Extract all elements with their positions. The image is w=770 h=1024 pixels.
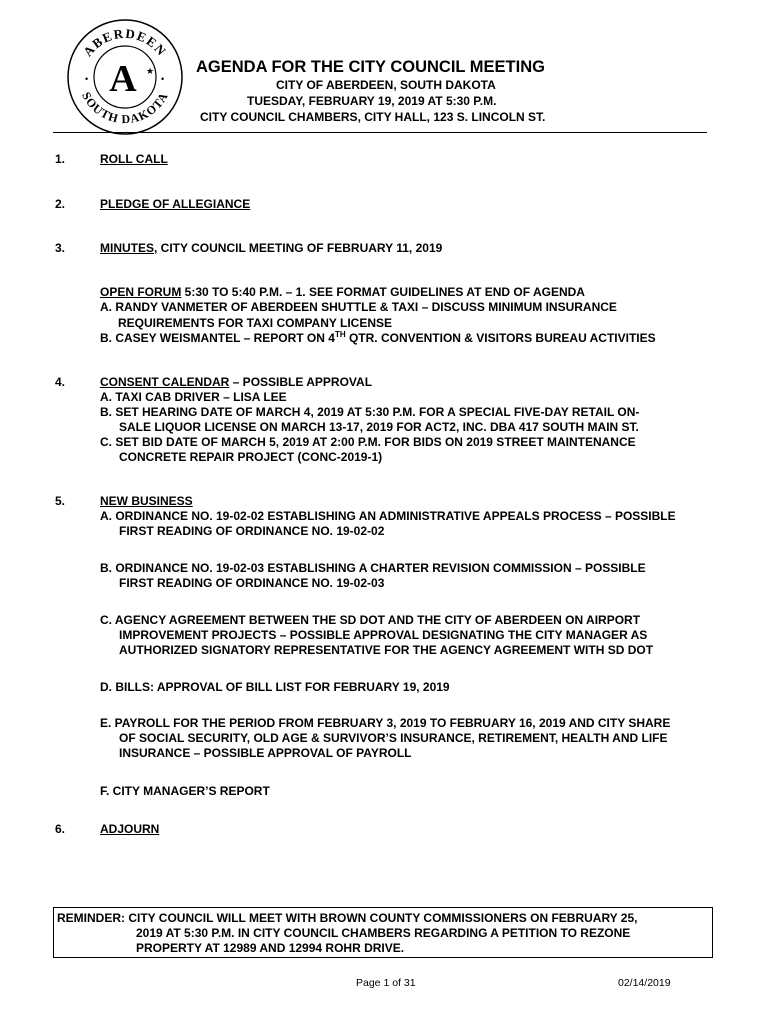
minutes-detail: , CITY COUNCIL MEETING OF FEBRUARY 11, 2019 (154, 241, 443, 255)
svg-text:•: • (85, 74, 89, 84)
item-number: 2. (55, 197, 66, 211)
reminder-line: REMINDER: CITY COUNCIL WILL MEET WITH BROWN COUNTY COMMISSIONERS ON FEBRUARY 25, (57, 911, 638, 925)
document-date: 02/14/2019 (618, 977, 671, 989)
reminder-line: PROPERTY AT 12989 AND 12994 ROHR DRIVE. (136, 941, 405, 955)
minutes-heading: MINUTES (100, 241, 154, 255)
item-number: 5. (55, 494, 66, 508)
consent-c-cont: CONCRETE REPAIR PROJECT (CONC-2019-1) (119, 450, 383, 464)
open-forum-line (100, 285, 585, 300)
new-business-c: C. AGENCY AGREEMENT BETWEEN THE SD DOT AND THE CITY OF ABERDEEN ON AIRPORT (100, 613, 641, 627)
item-number: 1. (55, 152, 66, 166)
svg-text:SOUTH DAKOTA: SOUTH DAKOTA (79, 89, 171, 127)
item-new-business: NEW BUSINESS (100, 494, 193, 508)
svg-text:ABERDEEN: ABERDEEN (80, 25, 170, 60)
new-business-f: F. CITY MANAGER’S REPORT (100, 784, 270, 798)
new-business-b: B. ORDINANCE NO. 19-02-03 ESTABLISHING A CHARTER REVISION COMMISSION – POSSIBLE (100, 561, 646, 575)
new-business-a-cont: FIRST READING OF ORDINANCE NO. 19-02-02 (119, 524, 385, 538)
new-business-e-cont: INSURANCE – POSSIBLE APPROVAL OF PAYROLL (119, 746, 412, 760)
item-number: 3. (55, 241, 66, 255)
header-location: CITY COUNCIL CHAMBERS, CITY HALL, 123 S. LINCOLN ST. (200, 110, 546, 124)
header-city: CITY OF ABERDEEN, SOUTH DAKOTA (276, 78, 496, 92)
open-forum-b (100, 331, 656, 346)
item-roll-call: ROLL CALL (100, 152, 168, 166)
header-date: TUESDAY, FEBRUARY 19, 2019 AT 5:30 P.M. (247, 94, 497, 108)
consent-heading: CONSENT CALENDAR (100, 375, 230, 389)
svg-text:★: ★ (146, 66, 155, 76)
svg-text:•: • (161, 74, 165, 84)
new-business-e-cont: OF SOCIAL SECURITY, OLD AGE & SURVIVOR’S INSURANCE, RETIREMENT, HEALTH AND LIFE (119, 731, 668, 745)
svg-text:A: A (109, 58, 137, 100)
reminder-box (53, 907, 713, 958)
new-business-d: D. BILLS: APPROVAL OF BILL LIST FOR FEBRUARY 19, 2019 (100, 680, 450, 694)
item-number: 6. (55, 822, 66, 836)
new-business-b-cont: FIRST READING OF ORDINANCE NO. 19-02-03 (119, 576, 385, 590)
item-pledge: PLEDGE OF ALLEGIANCE (100, 197, 251, 211)
new-business-c-cont: AUTHORIZED SIGNATORY REPRESENTATIVE FOR THE AGENCY AGREEMENT WITH SD DOT (119, 643, 654, 657)
new-business-e: E. PAYROLL FOR THE PERIOD FROM FEBRUARY 3, 2019 TO FEBRUARY 16, 2019 AND CITY SHARE (100, 716, 671, 730)
consent-c: C. SET BID DATE OF MARCH 5, 2019 AT 2:00 P.M. FOR BIDS ON 2019 STREET MAINTENANCE (100, 435, 636, 449)
item-number: 4. (55, 375, 66, 389)
open-forum-detail: 5:30 TO 5:40 P.M. – 1. SEE FORMAT GUIDELINES AT END OF AGENDA (181, 285, 585, 299)
open-forum-b-post: QTR. CONVENTION & VISITORS BUREAU ACTIVITIES (345, 331, 656, 345)
open-forum-a-cont: REQUIREMENTS FOR TAXI COMPANY LICENSE (118, 316, 393, 330)
header-divider (53, 132, 707, 133)
open-forum-b-sup: TH (334, 330, 346, 339)
reminder-line: 2019 AT 5:30 P.M. IN CITY COUNCIL CHAMBERS REGARDING A PETITION TO REZONE (136, 926, 631, 940)
item-adjourn: ADJOURN (100, 822, 160, 836)
consent-detail: – POSSIBLE APPROVAL (229, 375, 373, 389)
open-forum-heading: OPEN FORUM (100, 285, 182, 299)
agenda-title: AGENDA FOR THE CITY COUNCIL MEETING (196, 58, 545, 76)
consent-b: B. SET HEARING DATE OF MARCH 4, 2019 AT 5:30 P.M. FOR A SPECIAL FIVE-DAY RETAIL ON- (100, 405, 640, 419)
item-consent-calendar (100, 375, 372, 390)
open-forum-a: A. RANDY VANMETER OF ABERDEEN SHUTTLE & TAXI – DISCUSS MINIMUM INSURANCE (100, 300, 617, 314)
consent-a: A. TAXI CAB DRIVER – LISA LEE (100, 390, 287, 404)
new-business-a: A. ORDINANCE NO. 19-02-02 ESTABLISHING AN ADMINISTRATIVE APPEALS PROCESS – POSSIBLE (100, 509, 676, 523)
open-forum-b-pre: B. CASEY WEISMANTEL – REPORT ON 4 (100, 331, 335, 345)
page-number: Page 1 of 31 (356, 977, 416, 989)
item-minutes (100, 241, 442, 256)
city-seal-logo (66, 18, 184, 136)
consent-b-cont: SALE LIQUOR LICENSE ON MARCH 13-17, 2019 FOR ACT2, INC. DBA 417 SOUTH MAIN ST. (119, 420, 639, 434)
new-business-c-cont: IMPROVEMENT PROJECTS – POSSIBLE APPROVAL DESIGNATING THE CITY MANAGER AS (119, 628, 648, 642)
